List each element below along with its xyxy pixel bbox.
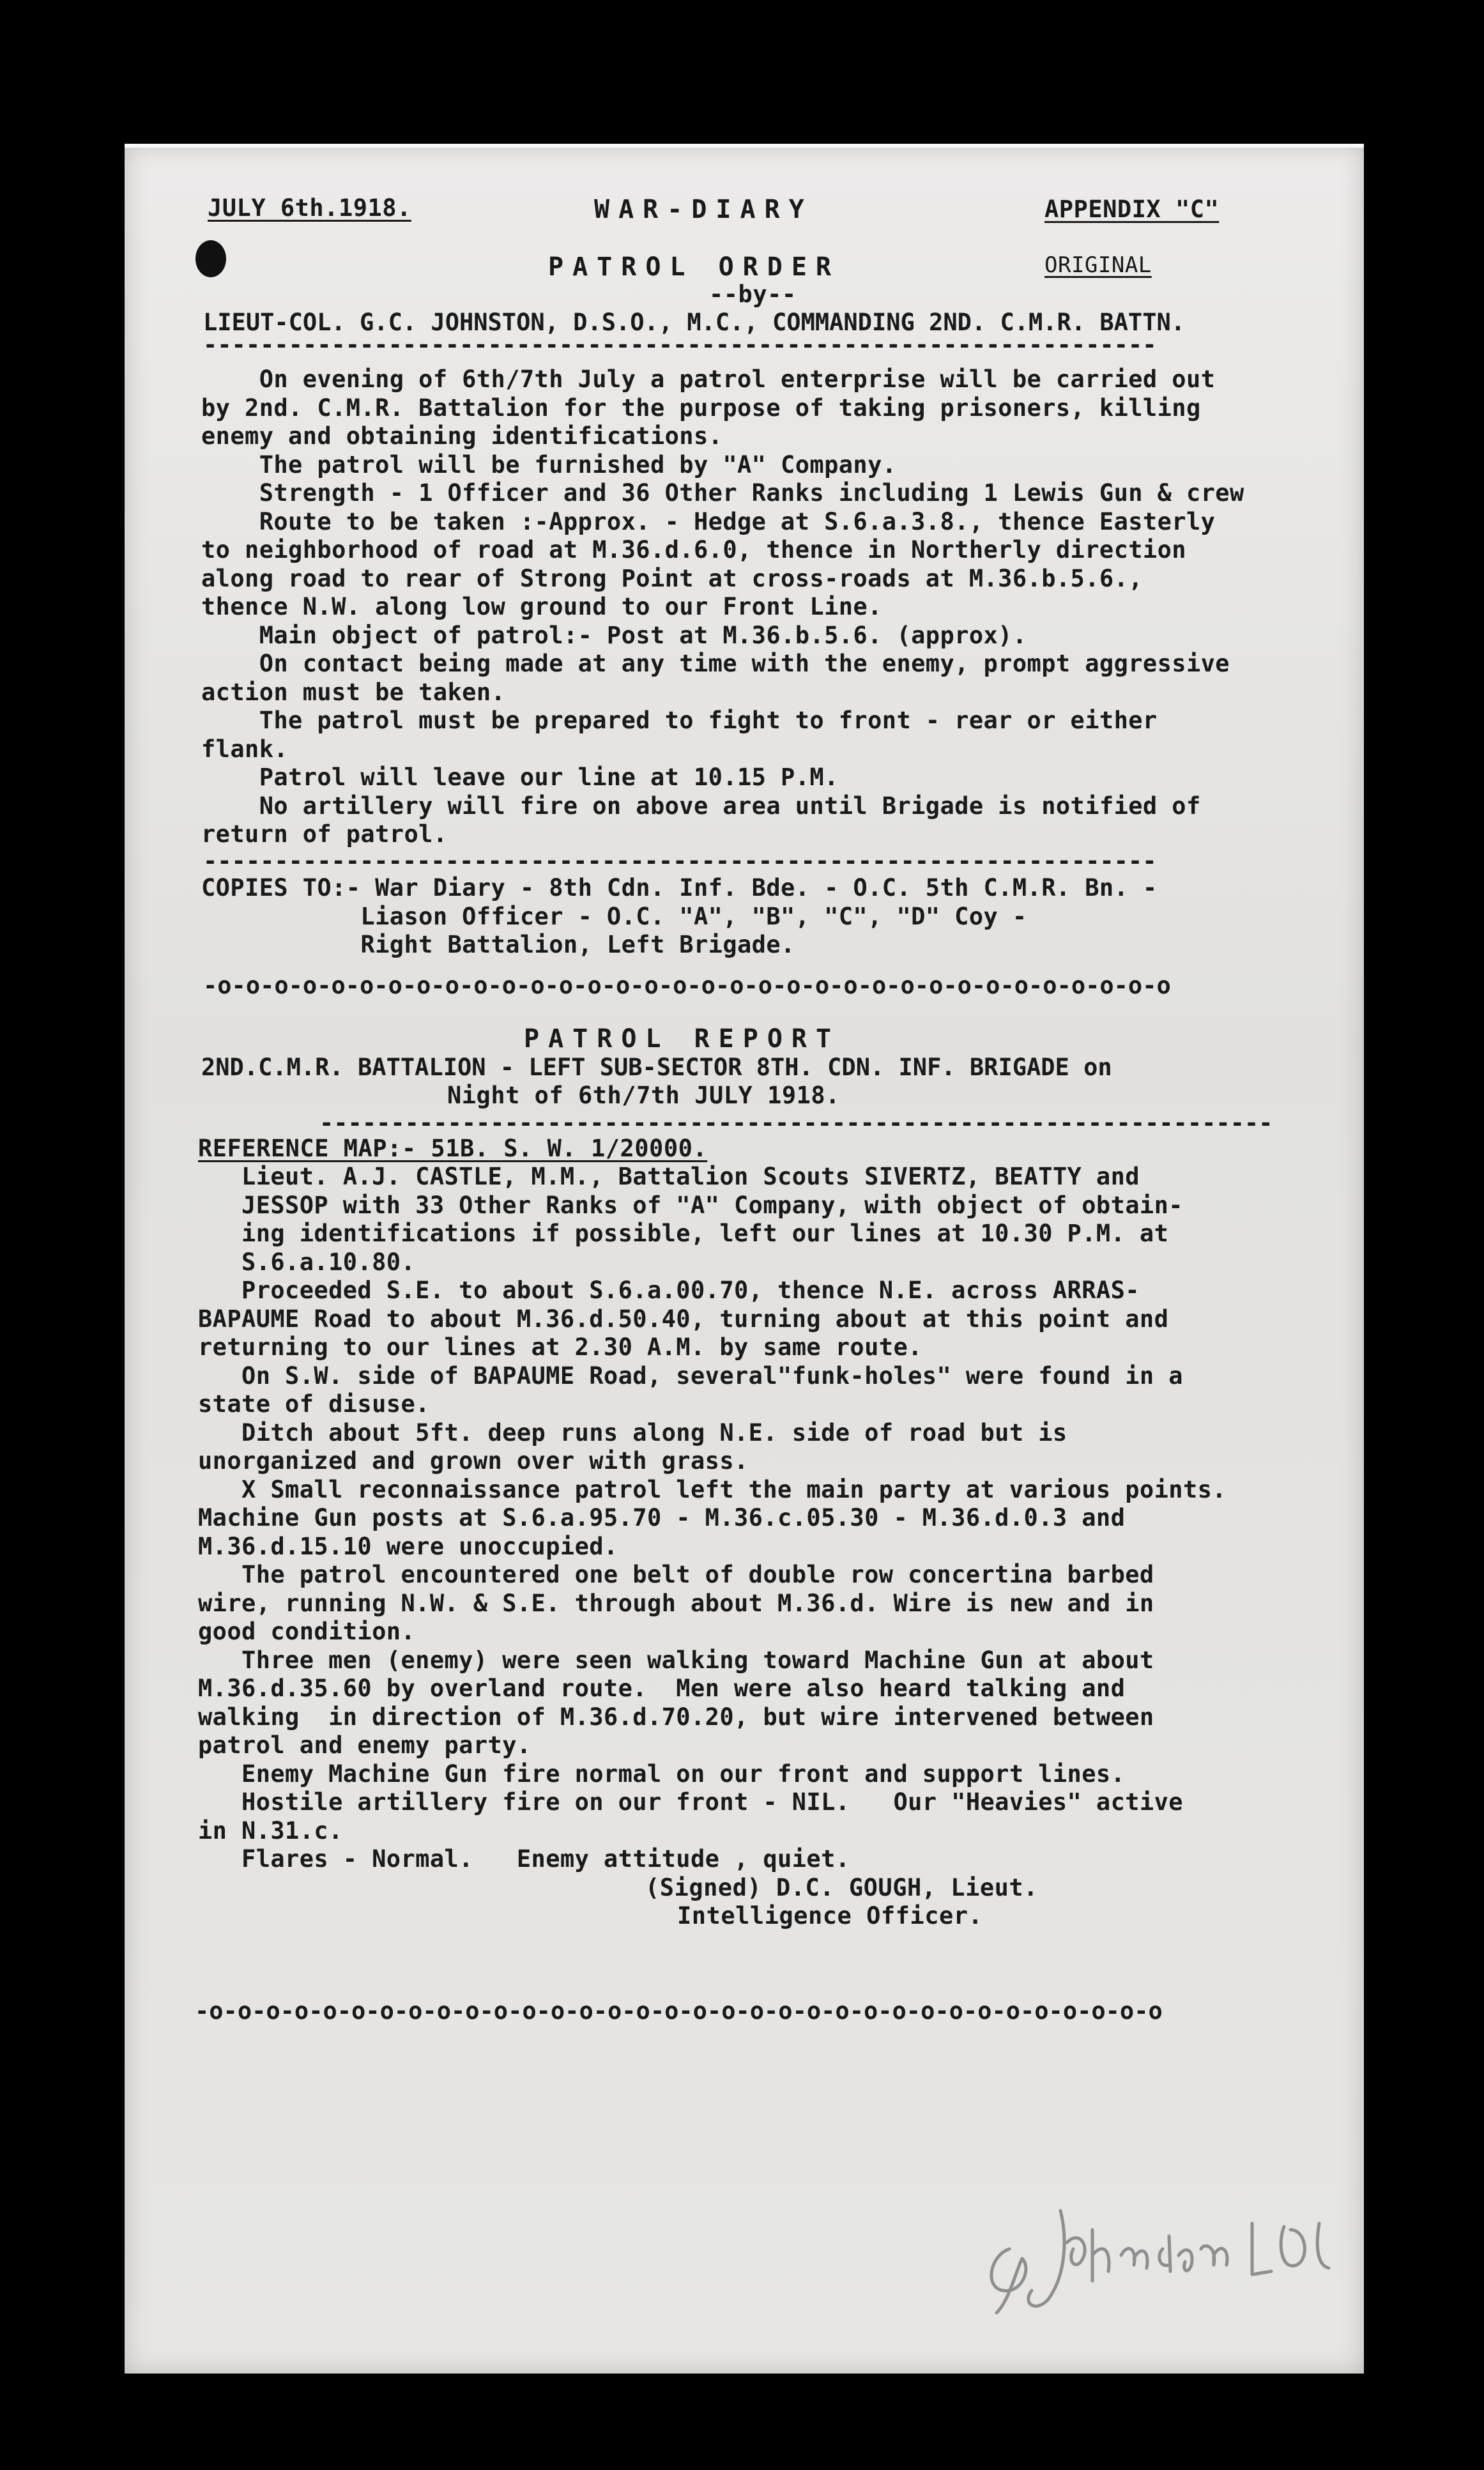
report-line: patrol and enemy party. [198, 1731, 532, 1759]
order-line: Route to be taken :-Approx. - Hedge at S.6.a.3.8., thence Easterly [201, 507, 1216, 535]
order-line: On contact being made at any time with the enemy, prompt aggressive [201, 650, 1230, 677]
order-line: flank. [201, 735, 289, 763]
order-line: by 2nd. C.M.R. Battalion for the purpose of taking prisoners, killing [201, 394, 1201, 422]
report-line: ing identifications if possible, left our lines at 10.30 P.M. at [198, 1220, 1169, 1247]
divider-dashes: ------------------------------------------------------------------- [319, 1109, 1273, 1137]
order-line: Main object of patrol:- Post at M.36.b.5.6. (approx). [201, 621, 1027, 649]
order-line: enemy and obtaining identifications. [201, 422, 723, 450]
report-line: Hostile artillery fire on our front - NIL. Our "Heavies" active [198, 1788, 1183, 1816]
order-line: Strength - 1 Officer and 36 Other Ranks including 1 Lewis Gun & crew [201, 479, 1244, 507]
report-line: Ditch about 5ft. deep runs along N.E. side of road but is [198, 1418, 1067, 1446]
divider-dashes: ------------------------------------------------------------------- [203, 331, 1157, 358]
report-line: wire, running N.W. & S.E. through about M.36.d. Wire is new and in [198, 1589, 1154, 1617]
order-line: return of patrol. [201, 820, 448, 848]
original-stamp: ORIGINAL [1044, 252, 1152, 278]
divider-dashes: ------------------------------------------------------------------- [203, 847, 1157, 875]
report-line: Lieut. A.J. CASTLE, M.M., Battalion Scouts SIVERTZ, BEATTY and [198, 1163, 1140, 1190]
report-line: S.6.a.10.80. [198, 1248, 416, 1276]
order-commander: LIEUT-COL. G.C. JOHNSTON, D.S.O., M.C., COMMANDING 2ND. C.M.R. BATTN. [203, 309, 1186, 336]
report-line: Machine Gun posts at S.6.a.95.70 - M.36.c.05.30 - M.36.d.0.3 and [198, 1504, 1126, 1531]
report-line: BAPAUME Road to about M.36.d.50.40, turning about at this point and [198, 1305, 1169, 1333]
report-line: walking in direction of M.36.d.70.20, but wire intervened between [198, 1703, 1154, 1731]
ink-blot [195, 240, 226, 277]
report-line: Enemy Machine Gun fire normal on our front and support lines. [198, 1760, 1126, 1788]
report-line: unorganized and grown over with grass. [198, 1447, 749, 1475]
copies-line: COPIES TO:- War Diary - 8th Cdn. Inf. Bde. - O.C. 5th C.M.R. Bn. - [201, 874, 1158, 901]
report-line: returning to our lines at 2.30 A.M. by same route. [198, 1333, 922, 1361]
report-line: The patrol encountered one belt of double row concertina barbed [198, 1561, 1154, 1588]
page-title: WAR-DIARY [594, 195, 813, 224]
order-line: thence N.W. along low ground to our Front Line. [201, 593, 882, 620]
report-line: in N.31.c. [198, 1816, 343, 1845]
order-line: along road to rear of Strong Point at cross-roads at M.36.b.5.6., [201, 564, 1143, 592]
handwritten-signature [971, 2153, 1380, 2319]
order-line: Patrol will leave our line at 10.15 P.M. [201, 763, 839, 791]
report-heading: PATROL REPORT [524, 1024, 841, 1054]
report-line: Flares - Normal. Enemy attitude , quiet. [198, 1845, 850, 1873]
divider-o-line: -o-o-o-o-o-o-o-o-o-o-o-o-o-o-o-o-o-o-o-o-o-o-o-o-o-o-o-o-o-o-o-o-o-o [195, 1997, 1163, 2025]
page-edge [125, 144, 1364, 148]
order-by: --by-- [709, 280, 797, 308]
appendix-label: APPENDIX "C" [1044, 196, 1220, 223]
order-line: The patrol must be prepared to fight to front - rear or either [201, 707, 1158, 734]
report-line: On S.W. side of BAPAUME Road, several"funk-holes" were found in a [198, 1362, 1183, 1390]
report-line: X Small reconnaissance patrol left the main party at various points. [198, 1475, 1227, 1503]
order-line: No artillery will fire on above area until Brigade is notified of [201, 792, 1201, 820]
signature-text: G C Johnston Lt Col [1175, 2308, 1249, 2315]
report-night: Night of 6th/7th JULY 1918. [447, 1082, 840, 1109]
report-line: M.36.d.35.60 by overland route. Men were also heard talking and [198, 1675, 1126, 1702]
order-line: action must be taken. [201, 678, 506, 706]
report-line: state of disuse. [198, 1390, 430, 1418]
copies-line: Right Battalion, Left Brigade. [201, 931, 795, 958]
diary-date: JULY 6th.1918. [208, 194, 411, 222]
report-line: M.36.d.15.10 were unoccupied. [198, 1532, 618, 1560]
report-line: good condition. [198, 1618, 416, 1645]
reference-map: REFERENCE MAP:- 51B. S. W. 1/20000. [198, 1135, 708, 1162]
order-heading: PATROL ORDER [548, 252, 840, 282]
signed-line: (Signed) D.C. GOUGH, Lieut. [645, 1874, 1038, 1901]
report-line: Proceeded S.E. to about S.6.a.00.70, thence N.E. across ARRAS- [198, 1277, 1140, 1304]
divider-o-line: -o-o-o-o-o-o-o-o-o-o-o-o-o-o-o-o-o-o-o-o-o-o-o-o-o-o-o-o-o-o-o-o-o-o [203, 972, 1171, 999]
report-subheading: 2ND.C.M.R. BATTALION - LEFT SUB-SECTOR 8TH. CDN. INF. BRIGADE on [201, 1054, 1112, 1081]
report-line: Three men (enemy) were seen walking toward Machine Gun at about [198, 1646, 1154, 1674]
order-line: On evening of 6th/7th July a patrol enterprise will be carried out [201, 365, 1216, 393]
order-line: to neighborhood of road at M.36.d.6.0, thence in Northerly direction [201, 536, 1186, 564]
copies-line: Liason Officer - O.C. "A", "B", "C", "D" Coy - [201, 902, 1027, 930]
signer-title: Intelligence Officer. [677, 1902, 983, 1929]
order-line: The patrol will be furnished by "A" Company. [201, 450, 897, 479]
report-line: JESSOP with 33 Other Ranks of "A" Company, with object of obtain- [198, 1191, 1183, 1219]
